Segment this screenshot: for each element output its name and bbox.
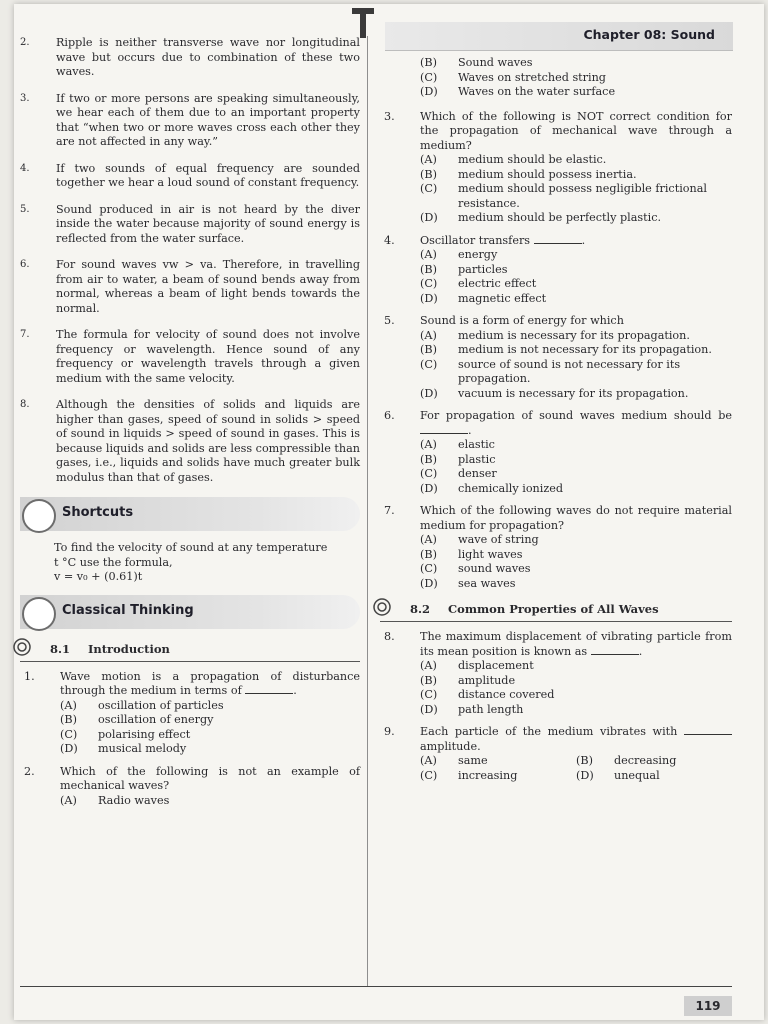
question-item [20, 765, 360, 809]
shortcut-content [54, 541, 360, 585]
option [420, 769, 576, 784]
option [420, 703, 732, 718]
option-text: vacuum is necessary for its propagation. [458, 386, 689, 400]
question-stem-end: amplitude. [420, 739, 481, 753]
question-text: For propagation of sound waves medium should be . [420, 409, 732, 437]
options-list [420, 438, 732, 496]
option-label: (B) [420, 262, 437, 276]
question-item [380, 630, 732, 717]
option-text: polarising effect [98, 727, 191, 741]
option [60, 728, 360, 743]
answer-blank [534, 234, 582, 244]
shortcut-line: To find the velocity of sound at any temperature [54, 541, 328, 554]
question-number: 1. [24, 669, 35, 683]
question-2-continued-options [420, 56, 732, 100]
question-text: Wave motion is a propagation of disturbance through the medium in terms of . [60, 669, 360, 697]
options-list [420, 329, 732, 402]
column-divider [367, 36, 368, 986]
options-list [420, 248, 732, 306]
option-text: light waves [458, 547, 523, 561]
option-label: (D) [420, 576, 438, 590]
option [60, 742, 360, 757]
option-label: (B) [60, 713, 77, 726]
option-row [420, 754, 732, 769]
option [420, 358, 732, 387]
option-text: medium is necessary for its propagation. [458, 328, 690, 342]
question-stem: Which of the following is NOT correct condition for the propagation of mechanical wave through a medium? [420, 109, 732, 152]
question-stem: Wave motion is a propagation of disturbance through the medium in terms of [60, 669, 360, 697]
option-label: (B) [420, 673, 437, 687]
option [420, 85, 732, 100]
option-text: oscillation of particles [98, 698, 224, 712]
option-text: decreasing [614, 754, 677, 767]
page-number: 119 [684, 996, 732, 1016]
question-number: 3. [384, 109, 395, 123]
option [420, 182, 732, 211]
option-text: magnetic effect [458, 291, 547, 305]
option [420, 688, 732, 703]
option-label: (C) [420, 688, 438, 701]
question-item [380, 110, 732, 226]
option-text: distance covered [458, 688, 555, 701]
options-list [420, 659, 732, 717]
answer-blank [420, 424, 468, 434]
shortcut-formula: v = v₀ + (0.61)t [54, 570, 143, 583]
right-column [380, 56, 732, 791]
option-label: (D) [420, 291, 438, 305]
note-number: 3. [20, 92, 30, 104]
option-label: (C) [420, 768, 438, 782]
note-number: 5. [20, 203, 30, 215]
option [420, 71, 732, 86]
option-text: sea waves [458, 576, 516, 590]
question-number: 6. [384, 409, 395, 422]
note-number: 4. [20, 162, 30, 174]
option-text: elastic [458, 438, 495, 451]
option [420, 674, 732, 689]
shortcuts-banner [20, 497, 360, 531]
question-item [20, 670, 360, 757]
option-text: medium should possess negligible frictional resistance. [458, 182, 707, 210]
option [420, 548, 732, 563]
option-label: (A) [420, 659, 437, 672]
note-number: 6. [20, 259, 30, 270]
option-label: (B) [420, 452, 437, 466]
left-column [20, 36, 360, 816]
option-label: (D) [420, 702, 438, 716]
options-list [60, 699, 360, 757]
question-number: 5. [384, 314, 395, 327]
option-label: (C) [420, 277, 438, 290]
option [420, 277, 732, 292]
question-number: 8. [384, 630, 395, 643]
note-item [20, 36, 360, 80]
option [60, 699, 360, 714]
option-text: particles [458, 262, 508, 276]
chapter-title: Chapter 08: Sound [583, 27, 715, 42]
option-text: increasing [458, 768, 518, 782]
option [420, 387, 732, 402]
question-item [380, 725, 732, 783]
option-label: (C) [420, 562, 438, 575]
option-label: (D) [420, 211, 438, 224]
option [420, 562, 732, 577]
note-item [20, 92, 360, 150]
option-label: (B) [420, 547, 437, 561]
note-item [20, 328, 360, 386]
note-text: Ripple is neither transverse wave nor longitudinal wave but occurs due to combination of these two waves. [56, 36, 360, 78]
option-label: (D) [576, 768, 594, 782]
question-text: Oscillator transfers . [420, 233, 586, 247]
question-text [420, 314, 732, 329]
option [420, 56, 732, 71]
option-text: medium should possess inertia. [458, 167, 637, 181]
option [420, 248, 732, 263]
publisher-logo-icon [350, 6, 376, 40]
section-title: Common Properties of All Waves [448, 602, 659, 616]
option-text: displacement [458, 659, 534, 672]
option-label: (C) [420, 70, 438, 84]
options-list [420, 533, 732, 591]
notes-list [20, 36, 360, 485]
question-number: 4. [384, 233, 395, 247]
note-item [20, 398, 360, 485]
option [420, 263, 732, 278]
shortcuts-title: Shortcuts [62, 505, 134, 520]
option [420, 533, 732, 548]
section-heading-8-1 [20, 639, 360, 662]
shortcut-line: t °C use the formula, [54, 555, 173, 569]
option [60, 713, 360, 728]
question-stem: Oscillator transfers [420, 233, 531, 247]
question-item [380, 234, 732, 307]
question-item [380, 314, 732, 401]
option [420, 292, 732, 307]
question-number: 7. [384, 504, 395, 517]
question-text [420, 110, 732, 154]
question-number: 9. [384, 725, 395, 738]
option [420, 343, 732, 358]
option [420, 168, 732, 183]
note-number: 2. [20, 37, 30, 48]
option-label: (D) [420, 481, 438, 495]
target-icon [372, 597, 392, 617]
option-text: Waves on the water surface [458, 85, 616, 98]
option-text: chemically ionized [458, 481, 564, 495]
questions-list [380, 630, 732, 783]
question-item [380, 504, 732, 591]
option-label: (A) [420, 533, 437, 546]
note-item [20, 203, 360, 247]
note-text: If two sounds of equal frequency are sounded together we hear a loud sound of constant frequency. [56, 161, 360, 189]
question-stem: Which of the following waves do not require material medium for propagation? [420, 504, 732, 532]
note-text: Sound produced in air is not heard by the diver inside the water because majority of sound energy is reflected from the water surface. [56, 202, 360, 245]
classical-thinking-title: Classical Thinking [62, 602, 194, 618]
option [420, 211, 732, 226]
question-text [60, 765, 360, 794]
note-text: The formula for velocity of sound does not involve frequency or wavelength. Hence sound of any frequency or wavelength travels through a given medium with the same velocity. [56, 328, 360, 385]
questions-list [380, 110, 732, 592]
option-text: unequal [614, 768, 660, 782]
question-stem: For propagation of sound waves medium should be [420, 409, 732, 422]
option-text: medium is not necessary for its propagation. [458, 343, 712, 356]
option-text: path length [458, 702, 524, 716]
option-label: (C) [420, 182, 438, 195]
target-icon [12, 637, 32, 657]
option [420, 659, 732, 674]
option-text: Radio waves [98, 793, 170, 807]
option-text: same [458, 754, 488, 767]
option-text: wave of string [458, 533, 539, 546]
option [420, 482, 732, 497]
question-stem: The maximum displacement of vibrating particle from its mean position is known as [420, 630, 732, 658]
option-label: (A) [60, 698, 77, 712]
option-text: musical melody [98, 742, 187, 755]
option [420, 467, 732, 482]
option-label: (A) [420, 438, 437, 451]
option-label: (B) [576, 754, 593, 767]
option-label: (A) [60, 793, 77, 807]
note-number: 7. [20, 329, 30, 340]
note-text: Although the densities of solids and liquids are higher than gases, speed of sound in solids > speed of sound in liquids > speed of sound in gases. This is because liquids and solids are less compressible than gases, i.e., liquids and solids have much greater bulk modulus than that of gases. [56, 398, 360, 484]
option-text: medium should be perfectly plastic. [458, 211, 662, 224]
note-item [20, 162, 360, 191]
note-number: 8. [20, 399, 30, 410]
option-row [420, 769, 732, 784]
question-text [420, 725, 732, 754]
option-text: oscillation of energy [98, 713, 214, 726]
questions-list [20, 670, 360, 809]
option-label: (A) [420, 153, 437, 166]
options-list [420, 754, 732, 783]
option [420, 754, 576, 769]
option-text: source of sound is not necessary for its propagation. [458, 357, 681, 385]
answer-blank [245, 684, 293, 694]
option [420, 438, 732, 453]
option-label: (B) [420, 167, 437, 181]
option-text: sound waves [458, 562, 531, 575]
option-text: amplitude [458, 673, 516, 687]
note-item [20, 258, 360, 316]
section-number: 8.2 [410, 602, 431, 616]
option-text: denser [458, 467, 497, 480]
chapter-header [385, 22, 733, 51]
question-text [420, 504, 732, 533]
question-stem: Sound is a form of energy for which [420, 314, 624, 327]
answer-blank [591, 645, 639, 655]
option [420, 153, 732, 168]
target-icon [22, 597, 56, 631]
option-text: plastic [458, 452, 496, 466]
classical-thinking-banner [20, 595, 360, 629]
answer-blank [684, 725, 732, 735]
option-label: (C) [420, 467, 438, 480]
question-number: 2. [24, 764, 35, 778]
question-stem: Each particle of the medium vibrates with [420, 725, 678, 738]
question-item [380, 409, 732, 496]
option-label: (A) [420, 328, 437, 342]
option [420, 577, 732, 592]
option-label: (A) [420, 248, 437, 261]
pencil-icon [22, 499, 56, 533]
option [420, 329, 732, 344]
note-text: If two or more persons are speaking simultaneously, we hear each of them due to an important property that “when two or more waves cross each other they are not affected in any way.” [56, 91, 360, 148]
option-label: (D) [420, 386, 438, 400]
question-stem: Which of the following is not an example of mechanical waves? [60, 764, 360, 792]
option-label: (C) [420, 357, 438, 371]
option-text: Waves on stretched string [458, 70, 606, 84]
option-label: (B) [420, 343, 437, 356]
options-list [420, 153, 732, 226]
option-label: (A) [420, 754, 437, 767]
option [60, 794, 360, 809]
option [576, 769, 732, 784]
option-label: (B) [420, 56, 437, 69]
footer-rule [20, 986, 732, 987]
note-text: For sound waves vw > va. Therefore, in travelling from air to water, a beam of sound bends away from normal, whereas a beam of light bends towards the normal. [56, 258, 360, 315]
options-list [60, 794, 360, 809]
option-text: energy [458, 248, 498, 261]
question-text: The maximum displacement of vibrating particle from its mean position is known as . [420, 630, 732, 658]
option-label: (D) [420, 85, 438, 98]
section-title: Introduction [88, 641, 170, 656]
option-label: (C) [60, 727, 78, 741]
section-heading-8-2 [380, 599, 732, 622]
option-text: medium should be elastic. [458, 153, 607, 166]
option [576, 754, 732, 769]
option-label: (D) [60, 742, 78, 755]
section-number: 8.1 [50, 641, 71, 656]
option-text: electric effect [458, 277, 537, 290]
option [420, 453, 732, 468]
option-text: Sound waves [458, 56, 533, 69]
